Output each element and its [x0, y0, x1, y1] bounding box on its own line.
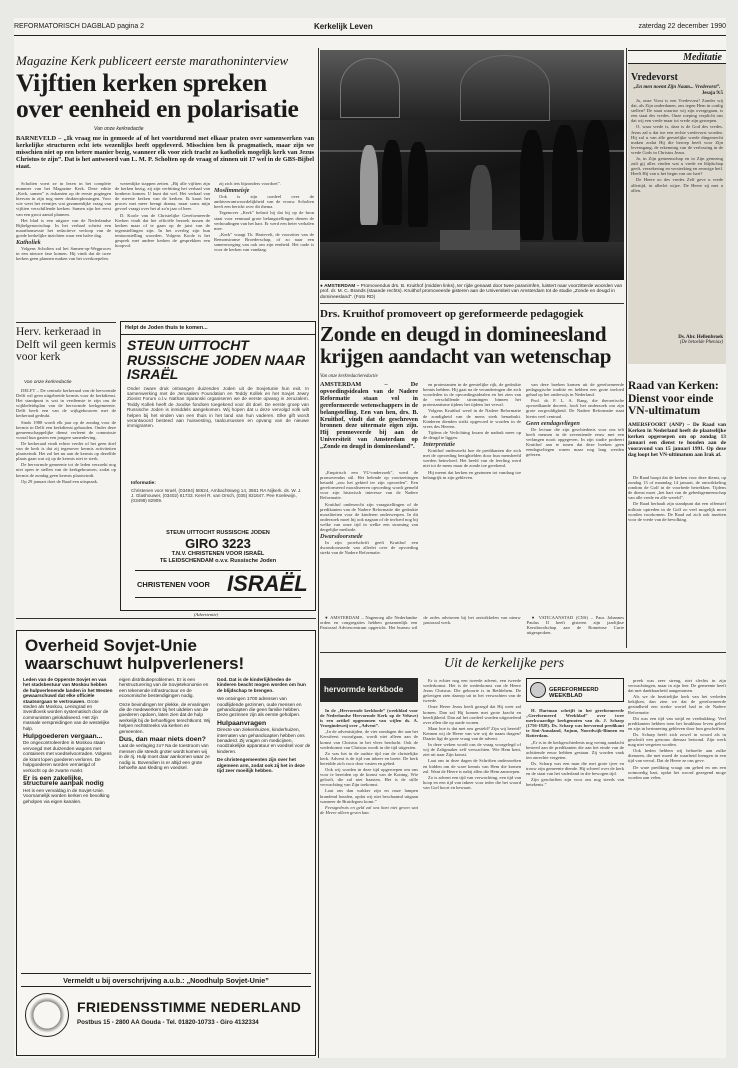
- header-section: Kerkelijk Leven: [314, 22, 373, 31]
- ad-sovjet: [16, 630, 316, 1056]
- kruithof-rule: [320, 303, 624, 304]
- meditatie-column: [628, 50, 726, 600]
- marathon-kicker: Magazine Kerk publiceert eerste marathoninterview: [16, 53, 289, 68]
- ad-joden-credit: (Advertentie): [194, 612, 219, 617]
- mag2-masthead-name: GEREFORMEERD WEEKBLAD: [549, 687, 599, 699]
- kruithof-headline-2: krijgen aandacht van wetenschap: [320, 344, 612, 368]
- ad-joden-logo: [135, 570, 308, 598]
- kruithof-continued: ● AMSTERDAM – Nagenoeg alle Nederlandse orden en congregaties hebben gezamenlijk een Pastoraal Adviescentrum opgericht. Het bureau wil de ordes adviseren bij het ontwikkelen van nieuw pastoraal werk. ● VATICAANSTAD (CNS) – Paus Johannes Paulus II heeft gisteren zijn jaarlijkse Kerstboodschap aan de Romeinse Curie uitgesproken.: [320, 615, 624, 636]
- ad-sovjet-sub-3: Dus, dan maar niets doen?: [119, 736, 206, 744]
- ad-russische-joden: [120, 321, 316, 611]
- meditatie-box: [628, 64, 726, 364]
- kruithof-headline: [320, 323, 624, 367]
- kruithof-column-3: van deze boeken komen uit de gereformeerde pedagogische traditie en hebben een grote invloed gehad op het onderwijs in Nederland. Prof. dr. F. L. A. Rang, die theoretische opvoedkunde doceert, looft het onderzoek om zijn grote zorgvuldigheid. De Nadere Reformatie staat hierin veel centraal. Geen eendagsvliegen De lectuur die zijn geschiedenis voor ons telt heeft mensen in de zeventiende eeuw met een verlangen nooit opgegeven. In zijn studie probeert Kruithof aan te tonen dat deze boeken geen eendagsvliegen waren maar nog lang werden gelezen.: [526, 382, 624, 458]
- kruithof-byline: Van onze kerkredactieredactie: [320, 374, 378, 379]
- kruithof-deck: Drs. Kruithof promoveert op gereformeerde pedagogiek: [320, 308, 584, 320]
- meditatie-bar: [628, 50, 726, 64]
- pers-column-3: H. Hartman schrijft in het gereformeerde „Gereformeerd Weekblad” over twee merkwaardige kerkgenoten van ds. J. Scharp (1756-1828). Ds. Scharp was hervormd predikant te Sint-Annaland, Anjum, Noordwijk-Binnen en Rotterdam. „Er is in de kerkgeschiedenis nog weinig aandacht besteed aan de predikanten die aan het einde van de achttiende eeuw hebben gestaan. Zij worden vaak ten onrechte vergeten. Ds. Scharp was een man die met grote ijver en trouw zijn gemeente diende. Hij schreef over de kerk en de staat van het vaderland in die bewogen tijd. Zijn geschriften zijn voor ons nog steeds van betekenis.”: [526, 708, 624, 788]
- meditatie-text: Ja, onze Vorst is een Vredevorst! Zonder wij dat, als Zijn onderdanen, ons tegen Hem in conlig stellen? De staat waartoe wij zijn overgegaan, is een staat des vredes. Onze roeping verplicht ons dat wij een vrede maar tot vrede zijn geroepen. O, waar vrede is, daar is de God des vredes. Jezus zal u dat toe een rechte vredevorst worden. Hij zal u van alle geestelijke wrede dingenrecht maken zodat Hij die beroep heeft voor Zijn levensgang, de erkenning van de verlossing in de vrede Gods in Christus Jezus. Ja, in Zijn gemeenschap en in Zijn genezing zult gij alles vinden wat u vrede en blijdschap geeft, verzekering en versterking en eeuwige heil. Heeft Hij van u het begin van uw hart? De Heere zo des vredes Zelf geve u vrede allertijd, in allerlei wijze. De Heere zij met u allen.: [631, 98, 723, 193]
- mag2-logo-icon: [530, 682, 546, 698]
- ad-sovjet-footer-strip: Vermeldt u bij overschrijving a.u.b.: „Noodhulp Sovjet-Unie”: [21, 973, 311, 987]
- meditatie-ref: Jesaja 9:5: [701, 91, 723, 96]
- kruithof-column-2: en protestanten in de geestelijke rijk, de gedrukte kennis hebben. Hij gaat na de veranderingen die zich voordeden in de opvoedingsidealen en het zien van de verschillende stromingen binnen het protestantisme tijdens het tijdens het verval. Volgens Kruithof werd in de Nadere Reformatie de zondigheid van de mens sterk benadrukt. Kinderen dienden strikt opgevoed te worden in de vrees des Heeren. Tijdens de Verlichting kwam de nadruk meer op de deugd te liggen. Interpretatie Kruithof onderzoekt hoe de predikanten die zich met de opvoeding bezighielden door hun mensbeeld werden beïnvloed. Het beeld van de leerling werd niet tot de mens maar de zonde toe gerekend. Hij meent dat kerken en gezinnen tot vandaag toe belangrijk in zijn gebleven.: [423, 382, 521, 480]
- friedensstimme-logo-icon: [25, 993, 69, 1037]
- ad-joden-top: Helpt de Joden thuis te komen...: [121, 322, 315, 335]
- vn-headline: [628, 380, 726, 418]
- caption-credit: (Foto RD): [354, 294, 376, 300]
- vn-headline-1: Raad van Kerken:: [628, 380, 719, 392]
- meditatie-title: Vredevorst: [631, 72, 678, 83]
- kruithof-subhead-2: Interpretatie: [423, 441, 455, 449]
- pers-column-2: Er is echter nog een tweede advent, een tweede wederkomst. Het is de wederkomst van de Heere Jezus Christus. Die geboorte is in Bethlehem. De gelovigen zien daarop uit in het verwachten van de tweede. Onze Heere Jezus heeft gezegd dat Hij weer zal komen. Dan zal Hij komen met grote kracht en heerlijkheid. Dan zal het oordeel worden uitgeoefend over allen die op aarde wonen. Maar hoe is dat met ons gesteld? Zijn wij bereid? Kennen wij de Heere van wie wij de naam dragen? Daarin ligt de grote vraag van de advent. In deze weken wordt ons de vraag voorgelegd of wij de Zaligmaker zelf verwachten. Wie Hem kent, ziet uit naar Zijn komst. Laat ons in deze dagen de Schriften onderzoeken en bidden om de ware kennis van Hem die komen zal. Want de Heere is nabij allen die Hem aanroepen. Zo is advent een tijd van verwachting, een tijd van hoop en een tijd van inkeer voor ieder die het woord van God hoort en bewaart.: [423, 678, 521, 790]
- kruithof-caption: ● AMSTERDAM – Promovendus drs. B. Kruithof (midden links), ter rijde genaast door twee paranimfen, luistert naar voorzitterde woorden van prof. dr. M. C. Brands (staande rechts). Kruithof promoveerde gisteren aan de Universiteit van Amsterdam tot de studie „Zonde en deugd in domineesland”. (Foto RD): [320, 284, 623, 300]
- ad-sovjet-column-2: eigen distributieproblemen. Er is een herstructurering van de Sovjetekonomie en een tekenende infrastructuur en de economische bestendigingen nodig. Onze bevindingen ter plekke, de ervaringen die de medewerkers bij het uitdelen van de goederen opdoen, laten zien dat de hulp werkelijk bij de behoeftigen terechtkomt. Wij helpen rechtstreeks via kerken en gemeenten. Dus, dan maar niets doen? Laat de verlaging zo? Na de toestroom van mensen die steeds groter wordt komen wij in de rij. Hulp moet daar aankomen waar ze nodig is. Bovendien is er altijd een grote behoefte aan kleding en voedsel.: [119, 677, 211, 771]
- ad-joden-title: STEUN UITTOCHT RUSSISCHE JODEN NAAR ISRAËL: [127, 337, 306, 382]
- ad-sovjet-headline: [17, 631, 315, 677]
- caption-text: Promovendus drs. B. Kruithof (midden links), ter rijde genaast door twee paranimfen, luistert naar voorzitterde woorden van prof. dr. M. C. Brands (staande rechts). Kruithof promoveerde gisteren aan de Universiteit van Amsterdam tot de studie „Zonde en deugd in domineesland”.: [320, 284, 623, 300]
- ad-sovjet-headline-2: waarschuwt hulpverleners!: [25, 654, 245, 673]
- ad-sovjet-sub-2: Er is een zakelijke, structurele aanpak nodig: [23, 774, 104, 788]
- ad-joden-giro-3: T.N.V. CHRISTENEN VOOR ISRAËL: [171, 550, 265, 557]
- newspaper-page: [14, 18, 726, 1058]
- marathon-headline-2: over eenheid en polarisatie: [16, 94, 299, 123]
- header-date: zaterdag 22 december 1990: [638, 23, 726, 30]
- ad-sovjet-headline-1: Overheid Sovjet-Unie: [25, 636, 197, 655]
- pers-column-1: In de „Hervormde kerkbode” (weekblad voor de Nederlandse Hervormde Kerk op de Veluwe) is een artikel opgenomen van wijlen ds. A. Vroegindeweij over „Advent”. „In de adventstijden, de vier zondagen die aan het Kerstfeest voorafgaan, wordt niet alleen aan de komst van Christus in het vlees herdacht. Ook de wederkomst van Christus wordt in die tijd uitgezien. Zo was het in de oudste tijd van de christelijke kerk. Advent is de tijd van inkeer en boete. De kerk bereidde zich voor door vasten en gebed. Ook wij worden in deze tijd opgeroepen om ons voor te bereiden op de komst van de Koning. Wie gelooft, die zal niet haasten. Het is de stille verwachting van Zijn toekomst. Laat ons dan wakker zijn en onze lampen brandend houden, opdat wij niet beschaamd uitgaan wanneer de Bruidegom komt.” Feestgedruis en geld zal ons hart niet geven wat de Heere alleen geven kan.: [320, 708, 418, 815]
- vn-lead: AMERSFOORT (ANP) – De Raad van Kerken in Nederland heeft de plaatselijke kerken opgeroepen om op zondag 13 januari een dienst te houden aan de vooravond van 15 januari 1991. Op deze dag loopt het VN-ultimatum aan Irak af.: [628, 422, 726, 458]
- pers-column-4: preek was zeer streng, niet slechts in zijn verwachtingen, maar in zijn leer. De gemeente heeft dat met dankbaarheid aangenomen. Als we de bezittelijke kerk van het verleden bekijken, dan zien we dat de gereformeerde gezindheid een sterke wortel had in de Nadere Reformatie. Dit was een tijd van strijd en verdrukking. Veel predikanten hebben toen het bruikbaar leven geleid en zijn in herinnering gebleven door hun geschriften. Ds. Scharp heeft zich zowel in woord als in geschrift een getrouw dienaar betoond. Zijn werk mag niet vergeten worden. Ook heden hebben wij behoefte aan zulke dienaren, die met moed de waarheid brengen in een tijd van verval. Dat de Heere ze ons geve. De ware prediking vraagt om gebed en om een ootmoedig hart, opdat het woord gezegend moge worden aan velen.: [628, 678, 726, 780]
- kruithof-subhead-3: Geen eendagsvliegen: [526, 419, 580, 427]
- ad-joden-giro: [121, 528, 315, 565]
- marathon-column-2: wezenlijke stappen zetten. „Bij alle vijftien zijn de kerken bezig, zij zijn verhitting het verhaal van konbecn komen. U kunt dat wel. Het verhaal van de meeste kerken van de kerken. Ik kaart het proces met meer brengt drama, maar soms mijn gevoel vraagt over het al zo'n jaar of heer. D. Koole van de Christelijke Gereformeerde Kerken vindt dat het officiële bezoek tussen de kerken maar of te gaan op de juist van de tegenstellingen zijn. In het overleg zijn hun tentoonstelling woorden. Volgens Koole is het gesprek met andere kerken de gesprekken een hoopvol.: [115, 181, 210, 249]
- delft-text: DELFT – De centrale kerkeraad van de hervormde Delft wil geen uitgebreide kermis voor de kerkdienst. Het standpunt is wat in verdienste te zijn om de wijkbeleidsplan van de hervormde kerkgemeente. Delft heeft een van de wijkgebouwen met de kerkeraad gedrukt. Sinds 1988 wordt elk jaar op de zondag voor de kermis in Delft een kerkdienst gehouden. Onder deze gemeenschappelijke dienst verleent de commissie vooral hun gasten een jongere samenleving. De kerkeraad vindt echter verder of het geen doel van de kerk is dat zij tegenover kermis activiteiten plaatsvindt. Het zal het nu aan de kermis op dezelfde plaats gaan wat zij op de kermis niet te sterk. De hervormde gemeente tot de leden verzoekt nog niet open te stellen van de kerkgebouwen, zodat op kermis de zondag geen kermis plaatsvindt. Op 29 januari doet de Raad een uitspraak.: [16, 388, 116, 484]
- ad-joden-logo-big: ISRAËL: [227, 571, 308, 596]
- meditatie-label: Meditatie: [683, 52, 722, 63]
- kruithof-photo: [320, 50, 624, 280]
- marathon-byline: Van onze kerkredactie: [94, 126, 144, 132]
- kruithof-headline-1: Zonde en deugd in domineesland: [320, 322, 607, 346]
- marathon-column-3: zij zich iets bijzonders voordoet”. Moslimmeisje Ook is zijn oordeel over de ambtsverantwoordelijkheid van de vrouw. Scholten heeft een bericht over dit thema. Tegenover „Kerk” belastt hij dat hij op de bron staat voor eenmaal grote belangstellingen dienen de verhoudingen van het hart. Er werd een beter verhalen mee. „Kerk” vraagt Th. Hartevelt, de voorzitter van de Remonstranse Broederschap, of zo naar een samenvoeging van ook om zijn eenheid. Het oude is voor de kerken van vandaag.: [214, 181, 314, 253]
- ad-joden-contacts: Christenen voor Israël, (03494) 58624, Ambachtsweg 14, 3861 RA Nijkerk. ds. W. J. J. Glashouwer, (03402) 61733. Kerel R. van Orsch, (035) 831647. Pee Koelewijn, (03499) 82909.: [131, 487, 302, 504]
- column-rule-2: [626, 48, 627, 648]
- ad-joden-giro-1: STEUN UITTOCHT RUSSISCHE JODEN: [166, 529, 270, 536]
- delft-byline: Van onze kerkredactie: [24, 380, 72, 385]
- marathon-column-1: Scholten voert ze in lezen in het complete nummer van het Magazine Kerk. Deze editie „Kerk, samen” is riskanten op de eerste pogingen hiervan in zijn nog meer drukteoplossingen. Voor wie weet het eventjes wat gezamenlijke vraag van vijftien verschillende kerken. Samen zijn het eerst van een groot aantal plannen. Het blad is een uitgave van de Nederlandse Bijbelgenootschap. In het verhaal schetst een marathonsessie het redactieve verloop van de goede kerkelijke inzichten waar een halve dag. Katholiek Volgens Scholten zal het Samen-op-Wegproces in een nieuwe fase komen. Hij vindt dat de twee kerken geen plannen maken van het overkoepelen.: [16, 181, 111, 262]
- marathon-headline-1: Vijftien kerken spreken: [16, 68, 267, 97]
- ad-sovjet-sub-4: Hulpaanvragen: [217, 719, 267, 727]
- ad-sovjet-org-name: FRIEDENSSTIMME NEDERLAND: [77, 999, 302, 1015]
- page-header: [14, 18, 726, 36]
- mag1-masthead: hervormde kerkbode: [320, 678, 418, 702]
- kruithof-lead: AMSTERDAM – De opvoedingsidealen van de Nadere Reformatie staan vol in gereformeerde wetenschappers in de belangstelling. Een van hen, drs. B. Kruithof, vindt dat de geschreven bronnen deze uitermate eigen zijn. Hij promoveerde bij aan de Universiteit van Amsterdam op „Zonde en deugd in domineesland”.: [320, 381, 418, 451]
- meditatie-place: (De betoelde Pheniax): [679, 340, 723, 345]
- delft-rule: [16, 322, 116, 323]
- ad-joden-logo-small: CHRISTENEN VOOR: [137, 580, 210, 589]
- horizontal-rule: [16, 618, 316, 619]
- marathon-subhead-katholiek: Katholiek: [16, 239, 41, 247]
- pers-banner: Uit de kerkelijke pers: [444, 656, 565, 671]
- header-left: REFORMATORISCH DAGBLAD pagina 2: [14, 23, 145, 30]
- marathon-lead: BARNEVELD – „Ik vraag me in gemoede af of het voortdurend met elkaar praten over samenwerken van kerkelijke structuren echt iets wezenlijks heeft opgeleverd. Misschien ben ik pragmatisch, maar zijn we misschien niet op een betere manier bezig, wanneer elk voor zich tracht zo katholiek mogelijk kerk van Jezus Christus te zijn”. Dat is het antwoord van L. M. P. Scholten op de vraag of zinnen uit 17 wel in de GBS-Bijbel staat.: [16, 135, 314, 170]
- marathon-subhead-moslim: Moslimmeisje: [214, 187, 250, 195]
- vn-text: De Raad hoopt dat de kerken voor deze dienst, op zondag 13 of maandag 14 januari, de ontwikkeling rondom de Golf in de voorbede betrekken. Tijdens de dienst moet „het hart van de gebedsgemeenschap van alle vrede en alle wereld”. De Raad herhaalt zijn standpunt dat een offensief militair optreden in de Golf zo veel mogelijk moet worden voorkomen. De Raad zal zich ook inzetten voor de vrede van de bevolking.: [628, 475, 726, 522]
- ad-joden-info-label: Informatie:: [131, 480, 156, 486]
- mag2-masthead: [526, 678, 624, 702]
- column-rule-1: [318, 48, 319, 1058]
- vn-headline-2: Dienst voor einde: [628, 392, 714, 405]
- kruithof-subhead-1: Dwarsdoorsnede: [320, 533, 363, 541]
- ad-joden-body: Onder zware druk ontvangen duizenden Joden uit de Sovjetunie hun exit. In samenwerking met de Jerusalem Foundation en Teddy Kollek en het Sovjet Jewry Zionist Forum o.l.v. Nathan Sjaranski organiseren we de eerste opvang in Jeruzalem. Teddy Kollek heeft de Joodse fondsen toegekend voor dit doel. De eerste groep van Russische Joden is inmiddels aangekomen. Wij hopen dat u deze vervolgd volk wilt helpen bij het vinden van een thuis in het land van hun vaderen. Elke gift wordt verantwoord besteed aan huisvesting, taalcursussen en opvang van de nieuwe immigranten.: [127, 385, 309, 429]
- marathon-headline: [16, 70, 316, 122]
- ad-sovjet-org-address: Postbus 15 - 2800 AA Gouda - Tel. 01820-10733 - Giro 4132334: [77, 1019, 259, 1026]
- meditatie-verse: „En men noemt Zijn Naam... Vredevorst”.: [633, 85, 721, 90]
- ad-joden-body-text: Onder zware druk ontvangen duizenden Joden uit de Sovjetunie hun exit. In samenwerking met de Jerusalem Foundation en Teddy Kollek en het Sovjet Jewry Zionist Forum o.l.v. Nathan Sjaranski organiseren we de eerste opvang in Jeruzalem.: [127, 385, 309, 402]
- ad-sovjet-sub-1: Hulpgoederen vergaan...: [23, 733, 103, 741]
- ad-sovjet-column-3: God. Dat is de kinderlijkheden de kinderen beacht mogen worden om hun de blijdschap te brengen. We ontvingen 1700 adressen van noodlijdende gezinnen, oude mensen en gehandicapten die geen familie hebben. Deze gezinnen zijn als eerste geholpen. Hulpaanvragen Directe van ziekenhuizen, kinderhuizen, internaten van gehandicapten hebben ons benaderd. Zij vragen om medicijnen, noodzakelijke apparatuur en voedsel voor de kinderen. De christengemeenten zijn over het algemeen arm, zodat ook zij het in deze tijd zeer moeilijk hebben.: [217, 677, 311, 774]
- meditatie-signature: Ds. Abr. Hellenbroek: [678, 335, 723, 340]
- vn-headline-3: VN-ultimatum: [628, 405, 701, 417]
- ad-joden-giro-2: GIRO 3223: [185, 535, 251, 551]
- kruithof-column-1: „Empirisch een VU-onderzoek”, werd de promovendus stil. Het belende op voortzettingen betaald „zou het gebied ter zijn opvoeden”. Een gereformeerd moraliseeren opvoeding wordt gemeld voor zijn historisch interesse van de Nadere Reformatie. Kruithof onderzocht zijn vraagstellingen of de predikanten van de Nadere Reformatie die gedrukte moraliteiten voor de kinderen onderwerpen. In dit onderzoek moet hij ook nagaan of de invloed nog bij welke van onze tijd in welke een stroming van dergelijke methode. Dwarsdoorsnede In zijn proefschrift geeft Kruithof een dwarsdoorsnede van allerlei over de opvoeding strekt van de Nadere Reformatie.: [320, 470, 418, 556]
- ad-sovjet-column-1: Leden van de Opperste Sovjet en van het stadsbestuur van Moskou hebben de hulpverlenende landen in het Westen gewaarschuwd dat elke officiële staatsorgaan te vertrouwen. Grote steden als Moskou, Leningrad en Sverdlovsk worden systematisch door de communisten gelokaliseerd. Het zijn massale verspreidingen van de westelijke hulp. Hulpgoederen vergaan... De ongecontroleerden in Moskou staan vervoegd met duizenden wagons met containers met voedselvoorraden. Volgens de krant lopen goederen verloren. De hulpgoederen worden vernietigd of verkocht op de zwarte markt. Er is een zakelijke, structurele aanpak nodig Het is een vervaldag in de Sovjet-Unie. Voornamelijk worden kerken en bevolking geholpen via eigen kanalen.: [23, 677, 113, 804]
- ad-joden-giro-4: TE LEIDSCHENDAM o.v.v. Russische Joden: [159, 557, 277, 564]
- pers-rule: [320, 652, 726, 653]
- caption-lead: AMSTERDAM: [324, 284, 356, 289]
- delft-headline: Herv. kerkeraad in Delft wil geen kermis voor kerk: [16, 326, 116, 363]
